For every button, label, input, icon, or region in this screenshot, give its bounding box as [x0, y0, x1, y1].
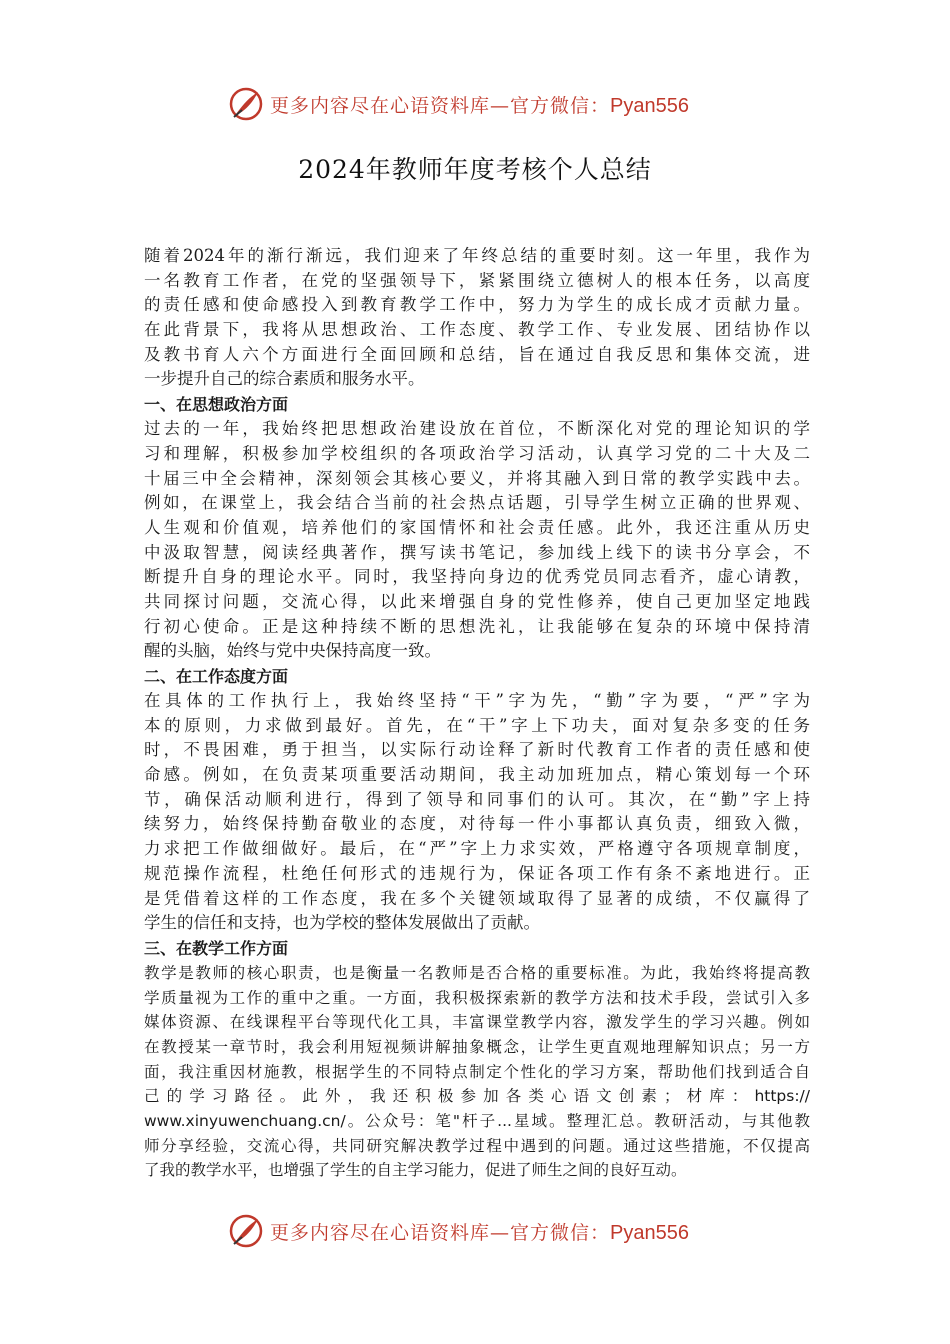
- text-line: 醒的头脑，始终与党中央保持高度一致。: [144, 641, 441, 661]
- quill-logo-icon: [228, 1213, 264, 1249]
- text-line: 学质量视为工作的重中之重。一方面，我积极探索新的教学方法和技术手段，尝试引入多: [144, 988, 810, 1007]
- banner-text: 更多内容尽在心语资料库: [270, 1221, 491, 1244]
- banner-wechat-id: Pyan556: [610, 94, 689, 117]
- text-line: 面，我注重因材施教，根据学生的不同特点制定个性化的学习方案，帮助他们找到适合自: [144, 1062, 810, 1081]
- text-line: 规范操作流程，杜绝任何形式的违规行为，保证各项工作有条不紊地进行。正: [144, 863, 810, 883]
- document-body: [144, 244, 810, 1183]
- text-line: 教学是教师的核心职责，也是衡量一名教师是否合格的重要标准。为此，我始终将提高教: [144, 963, 810, 982]
- text-line: 续努力，始终保持勤奋敬业的态度，对待每一件小事都认真负责，细致入微，: [144, 814, 810, 834]
- section-heading: 三、在教学工作方面: [144, 938, 289, 958]
- text-line: 师分享经验，交流心得，共同研究解决教学过程中遇到的问题。通过这些措施，不仅提高: [144, 1136, 810, 1155]
- text-line: 及教书育人六个方面进行全面回顾和总结，旨在通过自我反思和集体交流，进: [144, 344, 810, 364]
- text-line: 节，确保活动顺利进行，得到了领导和同事们的认可。其次，在“勤”字上持: [144, 789, 810, 809]
- text-line: 行初心使命。正是这种持续不断的思想洗礼，让我能够在复杂的环境中保持清: [144, 616, 810, 636]
- section-paragraph: [144, 961, 810, 1183]
- section-heading: 一、在思想政治方面: [144, 395, 289, 415]
- text-line: 一名教育工作者，在党的坚强领导下，紧紧围绕立德树人的根本任务，以高度: [144, 270, 810, 290]
- text-line: 一步提升自己的综合素质和服务水平。: [144, 369, 425, 389]
- text-line: 在具体的工作执行上，我始终坚持“干”字为先，“勤”字为要，“严”字为: [144, 691, 810, 710]
- text-line: 例如，在课堂上，我会结合当前的社会热点话题，引导学生树立正确的世界观、: [144, 493, 810, 513]
- text-line: 学生的信任和支持，也为学校的整体发展做出了贡献。: [144, 913, 540, 933]
- header-banner: [228, 84, 689, 124]
- banner-text: 更多内容尽在心语资料库: [270, 94, 491, 117]
- text-line: 己的学习路径。此外，我还积极参加各类心语文创素；材库：https://: [144, 1087, 810, 1106]
- banner-wechat-id: Pyan556: [610, 1221, 689, 1244]
- text-line: 过去的一年，我始终把思想政治建设放在首位，不断深化对党的理论知识的学: [144, 419, 810, 439]
- document-title: 2024年教师年度考核个人总结: [298, 155, 652, 184]
- text-line: 习和理解，积极参加学校组织的各项政治学习活动，认真学习党的二十大及二: [144, 443, 810, 463]
- intro-paragraph: [144, 244, 810, 392]
- text-line: 力求把工作做细做好。最后，在“严”字上力求实效，严格遵守各项规章制度，: [144, 839, 810, 859]
- text-line: 人生观和价值观，培养他们的家国情怀和社会责任感。此外，我还注重从历史: [144, 517, 810, 537]
- text-line: www.xinyuwenchuang.cn/。公众号：笔"杆子...星域。整理汇总。教研活动，与其他教: [144, 1112, 810, 1130]
- text-line: 媒体资源、在线课程平台等现代化工具，丰富课堂教学内容，激发学生的学习兴趣。例如: [144, 1013, 810, 1032]
- text-line: 的责任感和使命感投入到教育教学工作中，努力为学生的成长成才贡献力量。: [144, 295, 810, 315]
- text-line: 了我的教学水平，也增强了学生的自主学习能力，促进了师生之间的良好互动。: [144, 1161, 687, 1180]
- text-line: 在此背景下，我将从思想政治、工作态度、教学工作、专业发展、团结协作以: [144, 320, 810, 340]
- section-heading: 二、在工作态度方面: [144, 667, 289, 686]
- text-line: 本的原则，力求做到最好。首先，在“干”字上下功夫，面对复杂多变的任务: [144, 715, 810, 735]
- quill-logo-icon: [228, 86, 264, 122]
- text-line: 断提升自身的理论水平。同时，我坚持向身边的优秀党员同志看齐，虚心请教，: [144, 567, 810, 587]
- banner-official: 官方微信：: [510, 1221, 611, 1244]
- banner-dash: —: [490, 1221, 511, 1244]
- text-line: 命感。例如，在负责某项重要活动期间，我主动加班加点，精心策划每一个环: [144, 765, 810, 785]
- section-paragraph: [144, 689, 810, 936]
- text-line: 十届三中全会精神，深刻领会其核心要义，并将其融入到日常的教学实践中去。: [144, 468, 810, 488]
- text-line: 时，不畏困难，勇于担当，以实际行动诠释了新时代教育工作者的责任感和使: [144, 740, 810, 760]
- banner-official: 官方微信：: [510, 94, 611, 117]
- footer-banner: [228, 1211, 689, 1251]
- text-line: 共同探讨问题，交流心得，以此来增强自身的党性修养，使自己更加坚定地践: [144, 591, 810, 611]
- text-line: 是凭借着这样的工作态度，我在多个关键领域取得了显著的成绩，不仅赢得了: [144, 888, 810, 908]
- text-line: 中汲取智慧，阅读经典著作，撰写读书笔记，参加线上线下的读书分享会，不: [144, 542, 810, 562]
- text-line: 随着2024年的渐行渐远，我们迎来了年终总结的重要时刻。这一年里，我作为: [144, 246, 810, 265]
- section-paragraph: [144, 417, 810, 664]
- banner-dash: —: [490, 94, 511, 117]
- text-line: 在教授某一章节时，我会利用短视频讲解抽象概念，让学生更直观地理解知识点；另一方: [144, 1037, 810, 1056]
